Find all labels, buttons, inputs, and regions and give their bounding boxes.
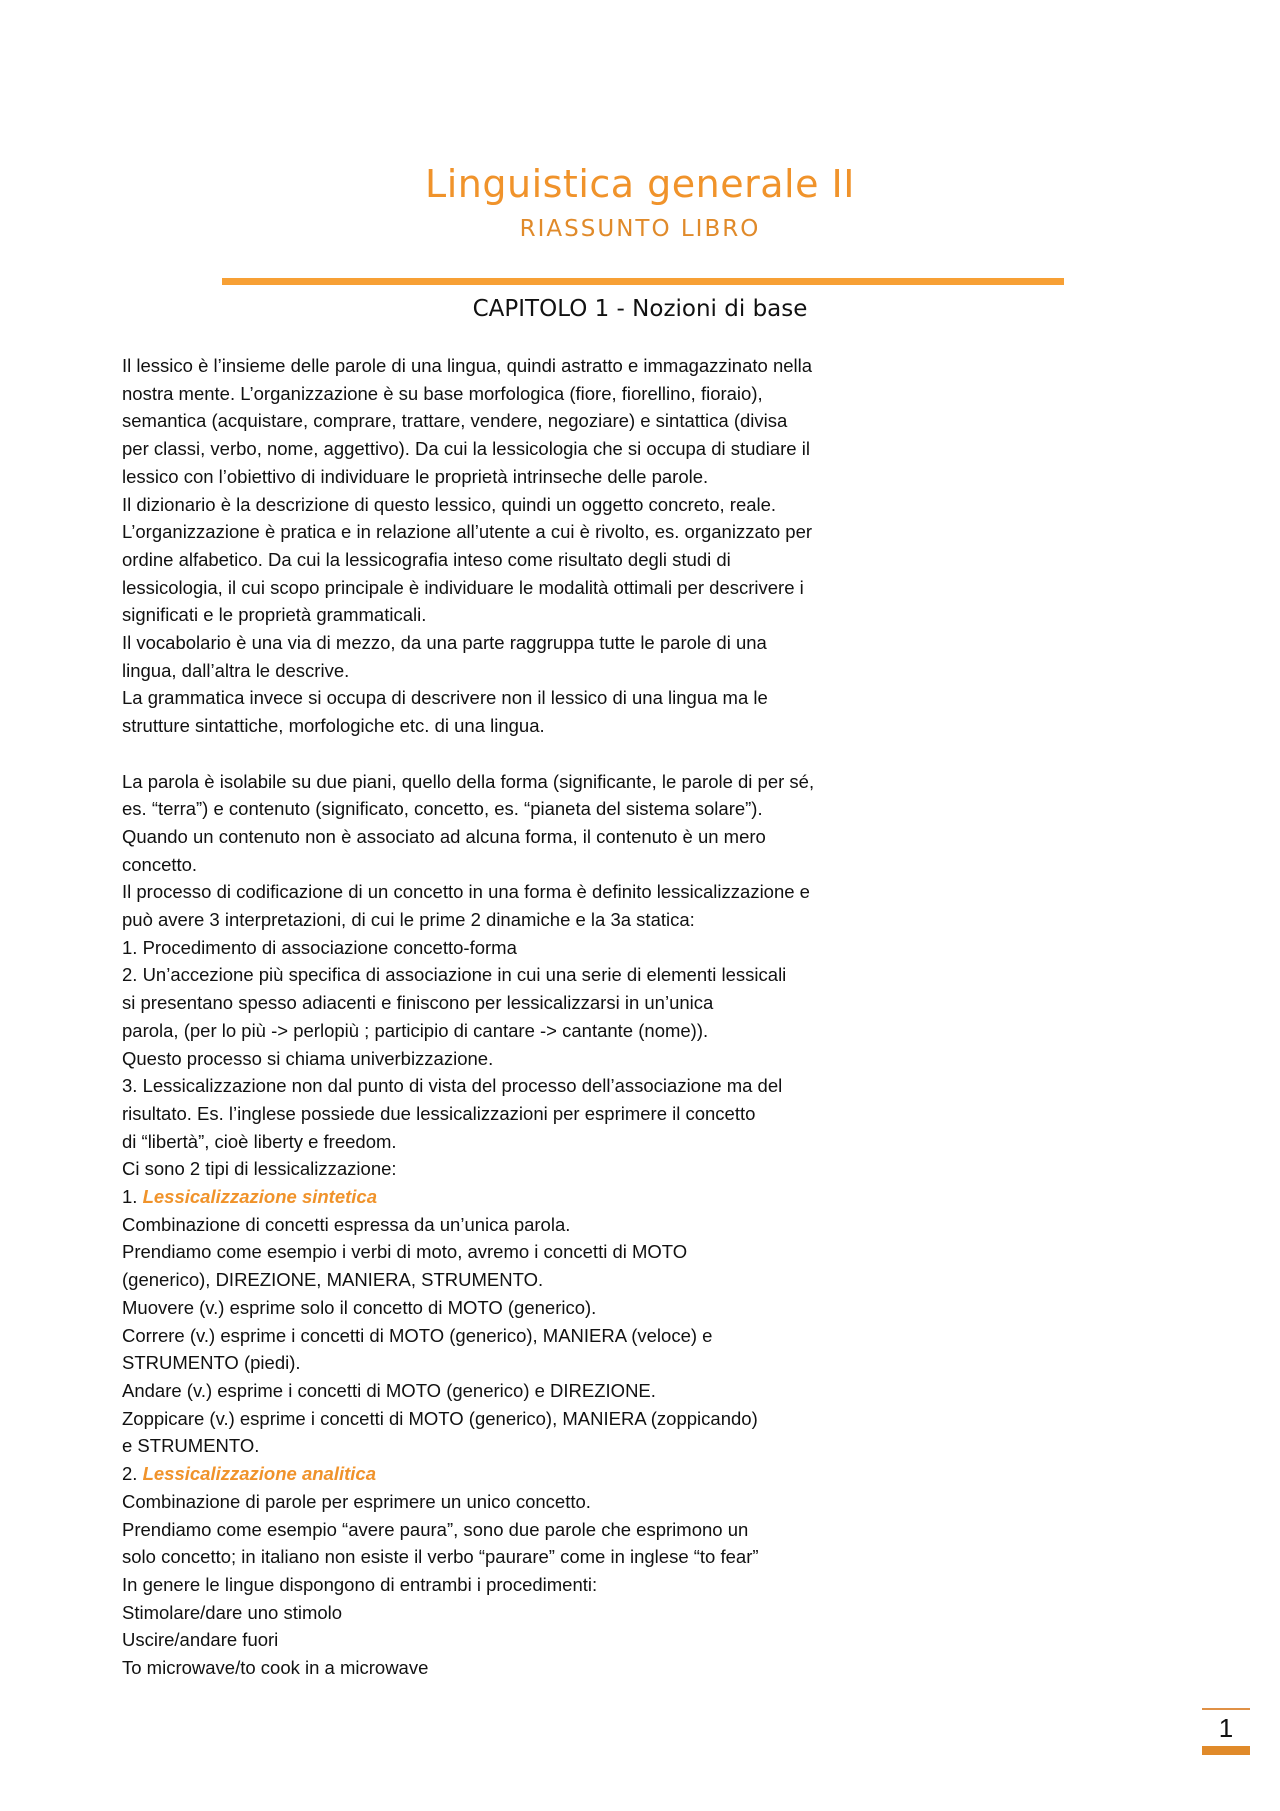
section-number: 2. bbox=[122, 1463, 143, 1485]
text-line: L’organizzazione è pratica e in relazione all’utente a cui è rivolto, es. organizzato per bbox=[122, 521, 813, 543]
text-line: nostra mente. L’organizzazione è su base morfologica (fiore, fiorellino, fioraio), bbox=[122, 382, 763, 404]
text-line: Prendiamo come esempio i verbi di moto, avremo i concetti di MOTO bbox=[122, 1241, 688, 1263]
text-line: strutture sintattiche, morfologiche etc. di una lingua. bbox=[122, 715, 545, 737]
text-line: La parola è isolabile su due piani, quello della forma (significante, le parole di per sé, bbox=[122, 770, 815, 792]
text-line: es. “terra”) e contenuto (significato, concetto, es. “pianeta del sistema solare”). bbox=[122, 798, 763, 820]
text-line: 3. Lessicalizzazione non dal punto di vista del processo dell’associazione ma del bbox=[122, 1075, 783, 1097]
text-line: Zoppicare (v.) esprime i concetti di MOTO (generico), MANIERA (zoppicando) bbox=[122, 1407, 758, 1429]
page-number-rule-top bbox=[1202, 1708, 1250, 1710]
text-line: Combinazione di concetti espressa da un’unica parola. bbox=[122, 1213, 571, 1235]
text-line: solo concetto; in italiano non esiste il verbo “paurare” come in inglese “to fear” bbox=[122, 1546, 759, 1568]
text-line: Andare (v.) esprime i concetti di MOTO (generico) e DIREZIONE. bbox=[122, 1380, 656, 1401]
chapter-heading: CAPITOLO 1 - Nozioni di base bbox=[472, 296, 808, 322]
text-line: Combinazione di parole per esprimere un unico concetto. bbox=[122, 1490, 591, 1512]
text-line: Ci sono 2 tipi di lessicalizzazione: bbox=[122, 1158, 397, 1180]
text-line: ordine alfabetico. Da cui la lessicografia inteso come risultato degli studi di bbox=[122, 548, 731, 570]
text-line: concetto. bbox=[122, 853, 198, 875]
text-line: (generico), DIREZIONE, MANIERA, STRUMENTO. bbox=[122, 1269, 544, 1291]
page-number: 1 bbox=[1218, 1713, 1234, 1743]
page-number-rule-bottom bbox=[1202, 1746, 1250, 1755]
text-line: Il dizionario è la descrizione di questo lessico, quindi un oggetto concreto, reale. bbox=[122, 493, 777, 515]
text-line: In genere le lingue dispongono di entrambi i procedimenti: bbox=[122, 1573, 598, 1595]
text-line: La grammatica invece si occupa di descrivere non il lessico di una lingua ma le bbox=[122, 687, 768, 709]
document-title: Linguistica generale II bbox=[425, 162, 855, 206]
section-analitica bbox=[122, 1460, 922, 1682]
text-line: Uscire/andare fuori bbox=[122, 1629, 279, 1651]
text-line: STRUMENTO (piedi). bbox=[122, 1352, 301, 1374]
text-line: Correre (v.) esprime i concetti di MOTO (generico), MANIERA (veloce) e bbox=[122, 1324, 713, 1346]
body-text bbox=[122, 352, 922, 1682]
text-line: risultato. Es. l’inglese possiede due lessicalizzazioni per esprimere il concetto bbox=[122, 1102, 756, 1124]
text-line: parola, (per lo più -> perlopiù ; participio di cantare -> cantante (nome)). bbox=[122, 1019, 709, 1041]
text-line: e STRUMENTO. bbox=[122, 1435, 260, 1457]
text-line: Prendiamo come esempio “avere paura”, sono due parole che esprimono un bbox=[122, 1518, 749, 1540]
text-line: 1. Procedimento di associazione concetto-forma bbox=[122, 936, 517, 958]
document-subtitle: RIASSUNTO LIBRO bbox=[519, 216, 761, 242]
text-line: lessico con l’obiettivo di individuare le proprietà intrinseche delle parole. bbox=[122, 465, 709, 487]
text-line: significati e le proprietà grammaticali. bbox=[122, 604, 427, 626]
text-line: Il processo di codificazione di un concetto in una forma è definito lessicalizzazione e bbox=[122, 881, 810, 903]
text-line: Stimolare/dare uno stimolo bbox=[122, 1601, 343, 1623]
text-line: per classi, verbo, nome, aggettivo). Da cui la lessicologia che si occupa di studiare il bbox=[122, 438, 810, 460]
section-number: 1. bbox=[122, 1186, 143, 1208]
text-line: Quando un contenuto non è associato ad alcuna forma, il contenuto è un mero bbox=[122, 825, 766, 847]
section-heading-line bbox=[122, 1183, 922, 1211]
text-line: di “libertà”, cioè liberty e freedom. bbox=[122, 1130, 397, 1152]
text-line: può avere 3 interpretazioni, di cui le prime 2 dinamiche e la 3a statica: bbox=[122, 909, 695, 931]
text-line: Il lessico è l’insieme delle parole di una lingua, quindi astratto e immagazzinato nella bbox=[122, 355, 813, 376]
paragraph-word bbox=[122, 768, 922, 1184]
title-divider bbox=[222, 278, 1064, 285]
paragraph-lexicon bbox=[122, 352, 922, 740]
section-sintetica bbox=[122, 1183, 922, 1460]
text-line: Muovere (v.) esprime solo il concetto di MOTO (generico). bbox=[122, 1296, 597, 1318]
section-heading-line bbox=[122, 1460, 922, 1488]
text-line: lingua, dall’altra le descrive. bbox=[122, 659, 350, 681]
text-line: Questo processo si chiama univerbizzazione. bbox=[122, 1047, 494, 1069]
section-heading-sintetica: Lessicalizzazione sintetica bbox=[142, 1186, 378, 1208]
text-line: semantica (acquistare, comprare, trattare, vendere, negoziare) e sintattica (divisa bbox=[122, 410, 788, 432]
text-line: lessicologia, il cui scopo principale è individuare le modalità ottimali per descrivere i bbox=[122, 576, 804, 598]
text-line: To microwave/to cook in a microwave bbox=[122, 1657, 429, 1679]
blank-line bbox=[122, 740, 922, 768]
section-heading-analitica: Lessicalizzazione analitica bbox=[142, 1463, 376, 1485]
text-line: si presentano spesso adiacenti e finiscono per lessicalizzarsi in un’unica bbox=[122, 992, 714, 1014]
text-line: 2. Un’accezione più specifica di associazione in cui una serie di elementi lessicali bbox=[122, 964, 787, 986]
text-line: Il vocabolario è una via di mezzo, da una parte raggruppa tutte le parole di una bbox=[122, 632, 767, 654]
